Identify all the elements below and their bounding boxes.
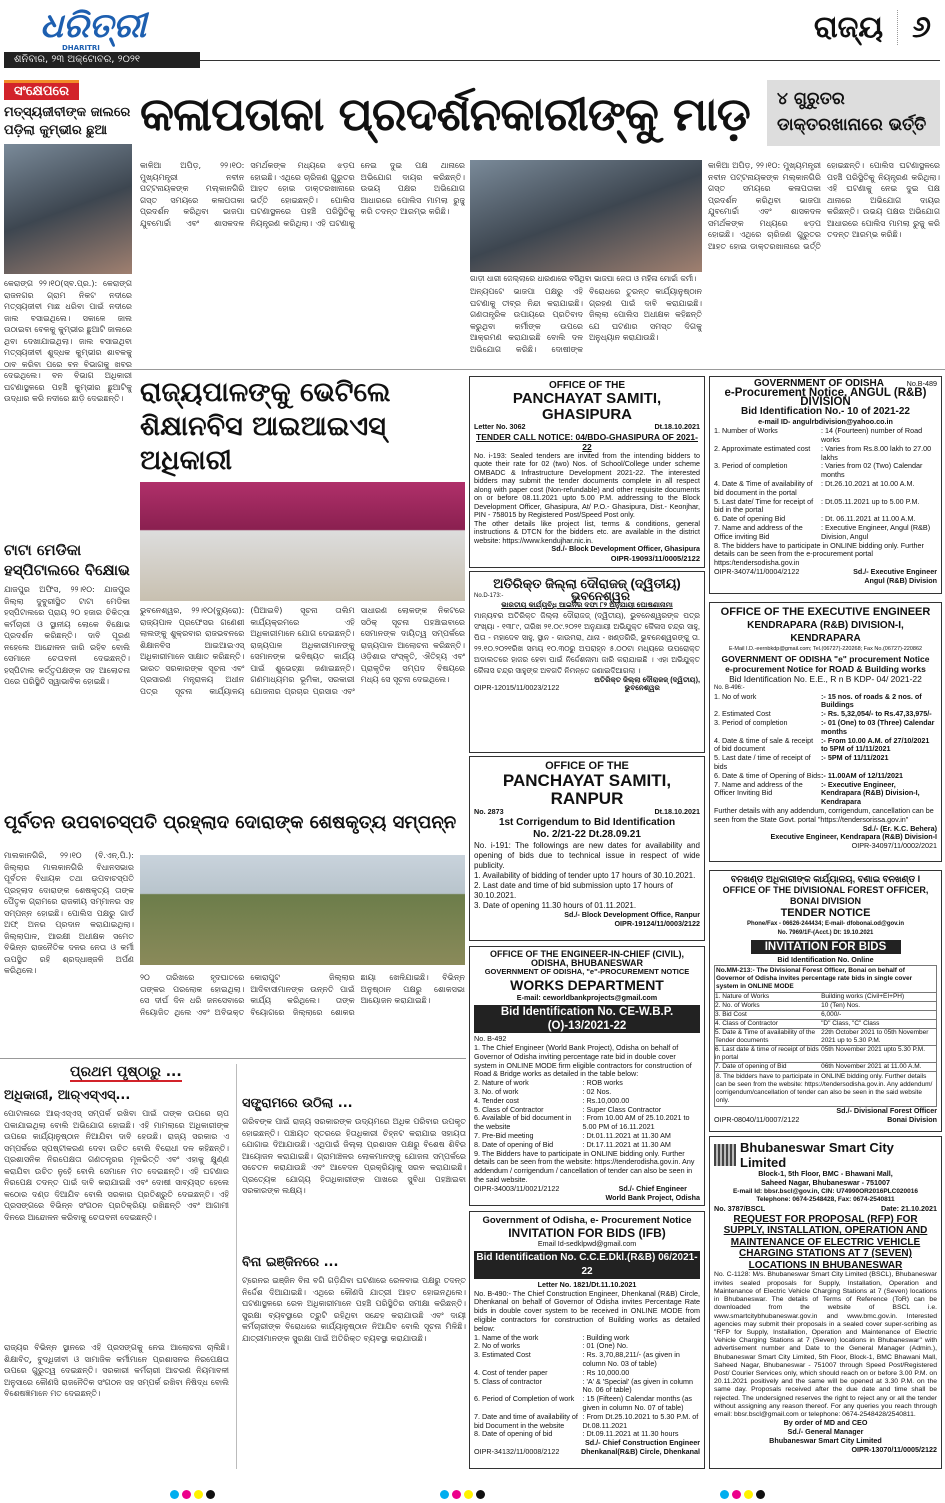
ad-oipr: OIPR-34074/11/0004/2122 xyxy=(714,566,800,576)
continued-sub-2b: ବିନା ଇଞ୍ଜିନରେ ... xyxy=(242,1255,339,1270)
ad-body: No.MM-213:- The Divisional Forest Officer, Bonai on behalf of Governor of Odisha invites percentage rate bids in single cover system in ONLINE MODE xyxy=(715,966,936,993)
row-value: : From Dt.25.10.2021 to 5.30 P.M. of Dt.08.11.2021 xyxy=(582,1411,699,1430)
ad-ranpur xyxy=(469,756,705,941)
row-value: Building works (Civil+EI+PH) xyxy=(821,993,905,1001)
row-label: 5. Class of contractor xyxy=(474,1376,542,1386)
row-label: 7. Date and time of availability of bid Document in the website xyxy=(474,1411,578,1430)
row-value: : Dt.26.10.2021 at 10.00 A.M. xyxy=(821,478,915,488)
row-label: 7. Pre-Bid meeting xyxy=(474,1130,534,1140)
brief-tag: ସଂକ୍ଷେପରେ xyxy=(4,80,79,100)
ad-email: e-mail ID- angulrbdivision@yahoo.co.in xyxy=(758,417,893,427)
ad-note: Further details with any addendum, corrigendum, cancellation can be seen from the State Govt. portal "https://tendersorissa.gov.in" xyxy=(714,805,934,824)
row-value: : Dt.05.11.2021 up to 5.00 P.M. xyxy=(821,496,920,506)
continued-body-2a: ଗରିବଙ୍କ ପାଇଁ ରାଜ୍ୟ ସରକାରଙ୍କ ଉଦ୍ୟମରେ ଅଧିକ ପରିବାର ଉପକୃତ ହୋଇଛନ୍ତି। ପଞ୍ଚାୟତ ସ୍ତରରେ ହିତାଧିକାରୀ ଚିହ୍ନଟ କରାଯାଇ ସହାୟତା ଯୋଗାଇ ଦିଆଯାଉଛି। ଏଥିପାଇଁ ଜିଲ୍ଲା ପ୍ରଶାସନ ପକ୍ଷରୁ ବିଶେଷ ଶିବିର ଆୟୋଜନ କରାଯାଇଛି। ଗ୍ରାମାଞ୍ଚଳର ଲୋକମାନଙ୍କୁ ଯୋଜନା ସମ୍ପର୍କରେ ସଚେତନ କରାଯାଉଛି ଏବଂ ଆବେଦନ ପ୍ରକ୍ରିୟାକୁ ସରଳ କରାଯାଇଛି। ପ୍ରତ୍ୟେକ ଯୋଗ୍ୟ ହିତାଧିକାରୀଙ୍କ ପାଖରେ ସୁବିଧା ପହଞ୍ଚାଇବା ସରକାରଙ୍କ ଲକ୍ଷ୍ୟ। xyxy=(242,1117,466,1195)
ad-subtitle: ଭାରତୀୟ କାର୍ଯ୍ୟବିଧି ଆଇନର ଦଫା ୮୨ ଅନୁଯାୟୀ ଘୋଷଣାନାମା xyxy=(501,599,673,609)
row-value: : ROB works xyxy=(582,1078,623,1088)
ad-title: Government of Odisha, e- Procurement Notice xyxy=(482,1215,692,1226)
section-header xyxy=(814,10,931,45)
ad-oipr: OIPR-08040/11/0007/2122 xyxy=(714,1115,800,1125)
page-number: ୬ xyxy=(897,10,931,45)
row-value: : Building work xyxy=(582,1332,630,1342)
ad-bid-id: Bid Identification No. Online xyxy=(777,954,874,964)
ad-signature: Sd./- Chief Engineer xyxy=(618,1183,687,1193)
row-value: 10 (Ten) Nos. xyxy=(821,1002,861,1010)
row-label: 6. Date & time of Opening of Bids xyxy=(714,770,821,780)
tata-body: ଯାଜପୁର ଅଫିସ, ୨୨।୧୦: ଯାଜପୁର ଜିଲ୍ଲା ଦୁବୁରୀସ୍ଥିତ ଟାଟା ମେଡିକା ହସ୍ପିଟାଲରେ ପ୍ରାୟ ୨୦ ହଜାର ଚିକିତ୍ସା କର୍ମଚାରୀ ଓ ସ୍ଥାନୀୟ ଲୋକେ ବିକ୍ଷୋଭ ପ୍ରଦର୍ଶନ କରିଛନ୍ତି। ଦାବି ପୂରଣ ନହେଲେ ଆନ୍ଦୋଳନ ଜାରି ରହିବ ବୋଲି ସେମାନେ ଚେତାବନୀ ଦେଇଛନ୍ତି। ହସ୍ପିଟାଲ କର୍ତ୍ତୃପକ୍ଷଙ୍କ ସହ ଆଲୋଚନା ପରେ ପରିସ୍ଥିତି ସ୍ୱାଭାବିକ ହୋଇଛି। xyxy=(4,585,130,686)
ad-date: Dt.18.10.2021 xyxy=(654,807,700,816)
ad-title: ଅତିରିକ୍ତ ଜିଲ୍ଲା ଦୌରାଜଜ୍ (ଦ୍ୱିତୀୟ) xyxy=(493,576,681,591)
ad-list-item: 1. Availability of bidding of tender upto 17 hours of 30.10.2021. xyxy=(474,870,696,880)
row-label: 8. Date of opening of bid xyxy=(474,1429,553,1439)
ad-signature: Angul (R&B) Division xyxy=(864,575,937,585)
ad-title: GOVERNMENT OF ODISHA, "e"-PROCUREMENT NOTICE xyxy=(484,966,690,976)
ad-title: TENDER NOTICE xyxy=(780,907,871,919)
ad-oipr: OIPR-34132/11/0008/2122 xyxy=(474,1446,560,1456)
row-label: 4. Tender cost xyxy=(474,1095,520,1105)
row-label: 3. Bid Cost xyxy=(715,1011,747,1019)
lead-body-3: କାଳିଆ ଅପିଡ଼, ୨୨।୧୦: ମୁଖ୍ୟମନ୍ତ୍ରୀ ନବୀନ ପଟ୍ଟନାୟକଙ୍କ ମଲ୍କାନଗିରି ଗସ୍ତ ସମୟରେ କଳାପତାକା ପ୍ରଦର୍ଶନ କରିଥିବା ଭାଜପା ଯୁବମୋର୍ଚ୍ଚା ଏବଂ ଶାସକଦଳ ସମର୍ଥକଙ୍କ ମଧ୍ୟରେ ଝଡ଼ପ ହୋଇଛି। ଏଥିରେ ଚାରିଜଣ ଗୁରୁତର ଆହତ ହୋଇ ଡାକ୍ତରଖାନାରେ ଭର୍ତ୍ତି ହୋଇଛନ୍ତି। ପୋଲିସ ଘଟଣାସ୍ଥଳରେ ପହଞ୍ଚି ପରିସ୍ଥିତିକୁ ନିୟନ୍ତ୍ରଣ କରିଥିଲା। ଏହି ଘଟଣାକୁ ନେଇ ଦୁଇ ପକ୍ଷ ଥାନାରେ ଅଭିଯୋଗ ଦାୟର କରିଛନ୍ତି। ଉଭୟ ପକ୍ଷର ଅଭିଯୋଗ ଆଧାରରେ ପୋଲିସ ମାମଲା ରୁଜୁ କରି ତଦନ୍ତ ଆରମ୍ଭ କରିଛି। xyxy=(708,161,940,251)
row-label: 1. Name of the work xyxy=(474,1332,539,1342)
governor-photo xyxy=(140,482,465,601)
ad-no: No. 2873 xyxy=(474,807,504,816)
ad-note: 8. The bidders have to participate in ONLINE bidding only. Further details can be seen from the website: https://tendersodisha.gov.in. Any addendum/ corrigendum/cancellation of tender can also be seen in the said website only. xyxy=(716,1073,933,1105)
lead-headline: କଳାପତାକା ପ୍ରଦର୍ଶନକାରୀଙ୍କୁ ମାଡ଼ xyxy=(140,87,750,141)
ad-table-row xyxy=(474,1351,700,1369)
row-label: 2. No of works xyxy=(474,1341,520,1351)
ad-title: OFFICE OF THE EXECUTIVE ENGINEER xyxy=(720,606,931,618)
row-value: : Dt.01.11.2021 at 11.30 AM xyxy=(582,1130,671,1140)
ad-title: OFFICE OF THE DIVISIONAL FOREST OFFICER, xyxy=(722,885,929,895)
ad-signature: Bhubaneswar Smart City Limited xyxy=(769,1435,882,1445)
ad-table-row xyxy=(715,1002,936,1011)
ad-table-row xyxy=(714,781,937,807)
ad-table-row xyxy=(714,498,937,516)
row-value: : Super Class Contractor xyxy=(582,1104,662,1114)
row-label: 1. Number of Works xyxy=(714,426,778,436)
ad-table-row xyxy=(715,1063,936,1072)
row-label: 2. No. of Works xyxy=(715,1002,760,1010)
ad-title: OFFICE OF THE xyxy=(545,760,629,772)
row-value: : From 10.00 AM of 25.10.2021 to 5.00 PM of 16.11.2021 xyxy=(582,1113,690,1132)
ad-body: 1. The Chief Engineer (World Bank Project), Odisha on behalf of Governor of Odisha inviting percentage rate bid in double cover system in ONLINE MODE firm eligible contractors for construction of Road & Bridge works as detailed in the table below: xyxy=(474,1042,692,1079)
ad-body: ମାନ୍ୟବର ଅତିରିକ୍ତ ଜିଲ୍ଲା ଦୌରାଜଜ୍ (ଦ୍ୱିତୀୟ), ଭୁବନେଶ୍ୱରଙ୍କ ପତ୍ର ସଂଖ୍ୟା - ୧୩୮୯, ତାରିଖ ୨୧.୦୯.୨୦୨୧ ଅନୁଯାୟୀ ଅଭିଯୁକ୍ତ କୈଳାସ ଚନ୍ଦ୍ର ସାହୁ, ପିତା - ମହାଦେବ ସାହୁ, ସ୍ଥାନ - କାଉମରା, ଥାନା - ଖଣ୍ଡଗିରି, ଭୁବନେଶ୍ୱରଙ୍କୁ ତା. ୨୨.୧୦.୨୦୨୧ରିଖ ସମୟ ୧୦.୩୦ରୁ ଅପରାହ୍ନ ୫.୦୦ଟା ମଧ୍ୟରେ ଉପରୋକ୍ତ ଅଦାଲତରେ ହାଜର ହେବା ପାଇଁ ନିର୍ଦ୍ଦେଶନାମା ଜାରି କରାଯାଇଛି । ଏହା ଅଭିଯୁକ୍ତ କୈଳାସ ଚନ୍ଦ୍ର ସାହୁଙ୍କ ଅବଗତି ନିମନ୍ତେ ଜଣାଇଦିଆଗଲା । xyxy=(474,610,700,675)
row-label: 6. Period of Completion of work xyxy=(474,1394,575,1404)
ad-title: Bhubaneswar Smart City Limited xyxy=(740,1140,894,1170)
continued-sub-1: ଅଧିକାରୀ, ଆର୍‌ଏସ୍‌ଏସ୍... xyxy=(4,1088,131,1103)
lead-sidebox: ୪ ଗୁରୁତର ଡାକ୍ତରଖାନାରେ ଭର୍ତ୍ତି xyxy=(767,80,940,146)
row-label: 4. Date & time of sale & receipt of bid document xyxy=(714,735,814,754)
ad-contact: E-Mail I.D.-eernbkdp@gmail.com; Tel.(06727)-220268; Fax No.(06727)-220862 xyxy=(728,646,923,652)
ad-signature: ଭୁବନେଶ୍ୱର xyxy=(624,683,660,693)
row-label: 5. Last date / time of receipt of bids xyxy=(714,753,811,771)
ad-signature: Dhenkanal(R&B) Circle, Dhenkanal xyxy=(580,1446,700,1456)
row-label: 6. Last date & time of receipt of bids in portal xyxy=(715,1046,819,1062)
continued-column-1 xyxy=(4,1088,229,1470)
ad-table-row xyxy=(714,693,937,711)
row-value: : 01 (One) No. xyxy=(582,1341,629,1351)
ad-email: E-mail: ceworldbankprojects@gmail.com xyxy=(516,993,658,1003)
divider xyxy=(0,369,945,370)
ad-angul xyxy=(709,376,942,594)
section-name: ରାଜ୍ୟ xyxy=(813,10,884,45)
row-label: 3. Period of completion xyxy=(714,717,788,727)
ad-oipr: OIPR-34003/11/0021/2122 xyxy=(474,1183,560,1193)
ad-title: OFFICE OF THE xyxy=(548,380,626,391)
row-label: 5. Class of Contractor xyxy=(474,1104,544,1114)
ad-table-row xyxy=(474,1114,700,1132)
ad-no: No.D-173:- xyxy=(474,593,504,599)
ad-table-row xyxy=(714,524,937,542)
row-label: 8. Date of opening of Bid xyxy=(474,1139,554,1149)
row-label: 4. Cost of tender paper xyxy=(474,1367,548,1377)
row-value: "D" Class, "C" Class xyxy=(821,1020,880,1028)
bscl-logo-icon xyxy=(714,1144,736,1166)
row-value: : Varies from Rs.8.00 lakh to 27.00 lakhs xyxy=(821,443,932,462)
ad-address: Saheed Nagar, Bhubaneswar - 751007 xyxy=(760,1177,891,1187)
ad-title: e-procurement Notice for ROAD & Building works xyxy=(725,663,926,674)
ad-date: Date: 21.10.2021 xyxy=(881,1204,937,1214)
continued-body-2b: ଟ୍ରେନର ଇଞ୍ଜିନ ବିନା ବଗି ଗଡ଼ିଯିବା ଘଟଣାରେ ରେଳବାଇ ପକ୍ଷରୁ ତଦନ୍ତ ନିର୍ଦ୍ଦେଶ ଦିଆଯାଇଛି। ଏଥିରେ କୌଣସି ଯାତ୍ରୀ ଆହତ ହୋଇନଥିଲେ। ଘଟଣାସ୍ଥଳରେ ରେଳ ଅଧିକାରୀମାନେ ପହଞ୍ଚି ପରିସ୍ଥିତିର ସମୀକ୍ଷା କରିଛନ୍ତି। ସୁରକ୍ଷା ବ୍ୟବସ୍ଥାରେ ତ୍ରୁଟି ରହିଥିବା ସନ୍ଦେହ କରାଯାଉଛି ଏବଂ ଦାୟୀ କର୍ମଚାରୀଙ୍କ ବିରୋଧରେ କାର୍ଯ୍ୟାନୁଷ୍ଠାନ ନିଆଯିବ ବୋଲି ସୂଚନା ମିଳିଛି। ଯାତ୍ରୀମାନଙ୍କ ସୁରକ୍ଷା ପାଇଁ ଅତିରିକ୍ତ ବ୍ୟବସ୍ଥା କରାଯାଉଛି। xyxy=(242,1276,466,1343)
ad-bid-id: Bid Identification No. C.C.E.Dkl.(R&B) 06/2021-22 xyxy=(474,1251,700,1279)
row-label: 3. No. of work xyxy=(474,1086,519,1096)
row-value: :- From 10.00 A.M. of 27/10/2021 to 5PM of 11/11/2021 xyxy=(821,735,930,754)
continued-body-1b: ରାଜ୍ୟର ବିଭିନ୍ନ ସ୍ଥାନରେ ଏହି ପ୍ରସଙ୍ଗକୁ ନେଇ ଆଲୋଚନା ଚାଲିଛି। ଶିକ୍ଷାବିତ୍, ବୁଦ୍ଧିଜୀବୀ ଓ ସାମାଜିକ କର୍ମୀମାନେ ପ୍ରଶାସନର ନିରପେକ୍ଷତା ଉପରେ ଗୁରୁତ୍ୱ ଦେଇଛନ୍ତି। ସରକାରୀ କର୍ମଚାରୀ ଆଚରଣ ନିୟମାବଳୀ ଅନୁସାରେ କୌଣସି ରାଜନୈତିକ ସଂଗଠନ ସହ ସମ୍ପର୍କ ରଖିବା ନିଷିଦ୍ଧ ବୋଲି ବିଶେଷଜ୍ଞମାନେ ମତ ଦେଇଛନ୍ତି। xyxy=(4,1343,229,1398)
divider xyxy=(0,1058,466,1059)
ad-bonai xyxy=(709,870,942,1132)
row-value: :- 15 nos. of roads & 2 nos. of Buildings xyxy=(821,691,922,710)
ad-oipr: OIPR-34097/11/0002/2021 xyxy=(851,841,937,851)
ad-table-row xyxy=(715,1020,936,1029)
ad-title: PANCHAYAT SAMITI, RANPUR xyxy=(502,771,672,808)
ad-table-row xyxy=(474,1378,700,1396)
ad-body: No. i-193: Sealed tenders are invited from the intending bidders to quote their rate for 02 (two) Nos. of School/College under scheme OMBADC & Infrastructure Development 2021-22. The interested bidders may submit the tender documents complete in all respect along with paper cost (Non-refundable) and other requisite documents on or before 08.11.2021 upto 5.00 P.M. addressing to the Block Development Officer, Ghasipura, At/ P.O.- Ghasipura, Dist.- Keonjhar, PIN - 758015 by Registered Post/Speed Post only. xyxy=(474,450,700,519)
lead-photo-column xyxy=(470,160,702,365)
ad-signature: By order of MD and CEO xyxy=(783,1418,868,1428)
row-value: :- 11.00AM of 12/11/2021 xyxy=(821,770,903,780)
row-value: : 'A' & 'Special' (as given in column No. 06 of table) xyxy=(582,1376,694,1395)
ad-email: E-mail Id: bbsr.bscl@gov.in, CIN: U74990OR2016PLC020016 xyxy=(732,1187,919,1195)
ad-no: No. B-496:- xyxy=(714,684,745,691)
ad-bid-id: Bid Identification No. CE-W.B.P. (O)-13/2021-22 xyxy=(474,1005,700,1033)
ad-title: ବନଖଣ୍ଡ ଅଧିକାରୀଙ୍କ କାର୍ଯ୍ୟାଳୟ, ବଣାଇ ବନଖଣ୍ଡ I xyxy=(730,874,921,884)
ad-signature: Sd./- General Manager xyxy=(787,1426,864,1436)
ad-no: No.B-489 xyxy=(906,379,937,388)
brief-column xyxy=(4,80,132,535)
lead-photo xyxy=(470,160,702,272)
ad-oipr: OIPR-19093/11/0005/2122 xyxy=(610,553,700,563)
ad-subtitle: No. 2/21-22 Dt.28.09.21 xyxy=(533,828,641,840)
ad-title: KENDRAPARA (R&B) DIVISION-I, KENDRAPARA xyxy=(747,620,904,644)
print-registration-marks xyxy=(440,1484,488,1503)
ad-address: Block-1, 5th Floor, BMC - Bhawani Mall, xyxy=(758,1169,893,1178)
ad-bid-banner: INVITATION FOR BIDS xyxy=(751,940,901,954)
row-value: :- 01 (One) to 03 (Three) Calendar months xyxy=(821,717,935,736)
ad-body: No. i-191: The followings are new dates for availability and opening of bids due to technical issue in respect of wide publicity. xyxy=(474,840,700,870)
row-label: 3. Estimated Cost xyxy=(474,1350,531,1360)
governor-column xyxy=(140,376,465,800)
ad-email: Email Id-sedklpwd@gmail.com xyxy=(537,1239,637,1248)
ad-title: e-Procurement Notice, ANGUL (R&B) DIVISION xyxy=(724,386,927,408)
row-value: 05th November 2021 upto 5.30 P.M. xyxy=(821,1046,926,1054)
ad-ghasipura xyxy=(469,376,705,568)
row-label: 1. No of work xyxy=(714,691,757,701)
row-value: 6,000/- xyxy=(821,1011,842,1019)
ad-phone: Telephone: 0674-2548428, Fax: 0674-2540811 xyxy=(756,1196,895,1204)
row-label: 2. Approximate estimated cost xyxy=(714,443,811,453)
ad-kendrapara xyxy=(709,602,942,862)
ad-table-row xyxy=(474,1413,700,1431)
row-label: 5. Date & Time of availability of the Tender documents xyxy=(715,1029,816,1045)
former-body-2: ୨୦ ତାରିଖରେ ହୃଦଘାତରେ ତାଙ୍କର ପରଲୋକ ହୋଇଥିଲା। ସେ ଦୀର୍ଘ ଦିନ ଧରି ଜନସେବାରେ ନିୟୋଜିତ ଥିଲେ ଏବଂ ଅବିଭକ୍ତ କୋରାପୁଟ ଜିଲ୍ଲାର ଆଦିବାସୀମାନଙ୍କ ଉନ୍ନତି ପାଇଁ କାର୍ଯ୍ୟ କରିଥିଲେ। ତାଙ୍କ ବିୟୋଗରେ ଜିଲ୍ଲାରେ ଶୋକର ଛାୟା ଖେଳିଯାଇଛି। ବିଭିନ୍ନ ଅନୁଷ୍ଠାନ ପକ୍ଷରୁ ଶୋକସଭା ଆୟୋଜନ କରାଯାଇଛି। xyxy=(140,973,465,1017)
ad-signature: Sd./- Executive Engineer xyxy=(853,566,937,576)
ad-signature: Sd./- Block Development Officer, Ghasipura xyxy=(551,544,700,553)
continued-tag: ପ୍ରଥମ ପୃଷ୍ଠାରୁ ... xyxy=(70,1064,182,1080)
row-value: : Dt. 06.11.2021 at 11.00 A.M. xyxy=(821,514,916,524)
ad-signature: Sd./- Divisional Forest Officer xyxy=(836,1106,937,1116)
ad-dhenkanal xyxy=(469,1211,705,1469)
ad-title: GOVERNMENT OF ODISHA "e" procurement Notice xyxy=(721,653,930,664)
lead-caption: ଗାଡ଼ୀ ଧାରୀ ଜେଲ୍ଲାରେ ଧାରଣାରେ ବସିଥିବା ଭାଜପା ନେତା ଓ ମହିଳା ମୋର୍ଚ୍ଚା କର୍ମୀ। xyxy=(470,274,697,283)
logo: ଧରିତ୍ରୀ xyxy=(40,6,147,46)
row-value: : Dt.09.11.2021 at 11.30 hours xyxy=(582,1429,679,1439)
ad-subtitle: REQUEST FOR PROPOSAL (RFP) FOR SUPPLY, INSTALLATION, OPERATION AND MAINTENANCE OF ELECTRIC VEHICLE CHARGING STATIONS AT 7 (SEVEN) LOCATIONS IN BHUBANESWAR xyxy=(723,1213,928,1271)
ad-table-row xyxy=(715,1029,936,1046)
logo-latin: DHARITRI xyxy=(62,44,100,52)
ad-table-row xyxy=(715,1011,936,1020)
ad-title: PANCHAYAT SAMITI, GHASIPURA xyxy=(512,390,662,423)
ad-table-row xyxy=(715,1046,936,1063)
ad-oipr: OIPR-19124/11/0003/2122 xyxy=(614,918,700,928)
brief-photo xyxy=(4,144,132,274)
ad-note: 9. The Bidders have to participate in ONLINE bidding only. Further details can be seen from the website: https://tenderodisha.gov.in. Any addendum / corrigendum / cancellation of tender can also be seen in the said website. xyxy=(474,1148,695,1184)
ad-contact: Phone/Fax - 06626-244434; E-mail- dfobonai.od@gov.in xyxy=(746,921,905,927)
row-label: 4. Class of Contractor xyxy=(715,1020,778,1028)
governor-body: ଭୁବନେଶ୍ୱର, ୨୨।୧୦(ବ୍ୟୁରୋ): ରାଜ୍ୟପାଳ ପ୍ରଫେସର ଗଣେଶୀ ଲାଲଙ୍କୁ ଶୁକ୍ରବାର ରାଜଭବନରେ ଶିକ୍ଷାନବିସ ଆଇଆଇଏସ୍ ଅଧିକାରୀମାନେ ସାକ୍ଷାତ କରିଛନ୍ତି। ଭାରତ ସରକାରଙ୍କ ସୂଚନା ଏବଂ ପ୍ରସାରଣ ମନ୍ତ୍ରାଳୟ ଅଧୀନ ପତ୍ର ସୂଚନା କାର୍ଯ୍ୟାଳୟ (ପିଆଇବି) ସୂଚନା ତାଲିମ କାର୍ଯ୍ୟକ୍ରମରେ ଏହି ଅଧିକାରୀମାନେ ଯୋଗ ଦେଇଛନ୍ତି। ରାଜ୍ୟପାଳ ଅଧିକାରୀମାନଙ୍କୁ ସେମାନଙ୍କ ଭବିଷ୍ୟତ କାର୍ଯ୍ୟ ପାଇଁ ଶୁଭେଚ୍ଛା ଜଣାଇଛନ୍ତି। ଗଣମାଧ୍ୟମର ଭୂମିକା, ସରକାରୀ ଯୋଜନାର ପ୍ରଚାର ପ୍ରସାର ଏବଂ ସାଧାରଣ ଲୋକଙ୍କ ନିକଟରେ ସଠିକ୍ ସୂଚନା ପହଞ୍ଚାଇବାରେ ସେମାନଙ୍କ ଦାୟିତ୍ୱ ସମ୍ପର୍କରେ ରାଜ୍ୟପାଳ ଆଲୋଚନା କରିଛନ୍ତି। ଓଡ଼ିଶାର ସଂସ୍କୃତି, ଐତିହ୍ୟ ଏବଂ ପ୍ରାକୃତିକ ସମ୍ପଦ ବିଷୟରେ ମଧ୍ୟ ସେ ସୂଚନା ଦେଇଥିଲେ। xyxy=(140,606,465,696)
ad-no: No. B-492 xyxy=(474,1034,507,1044)
ad-subtitle: 1st Corrigendum to Bid Identification xyxy=(498,816,676,828)
row-value: : Rs 10,000.00 xyxy=(582,1367,630,1377)
ad-table-row xyxy=(715,993,936,1002)
ad-table-row xyxy=(714,754,937,772)
ad-bid-id: Bid Identification No.- 10 of 2021-22 xyxy=(741,406,910,418)
ad-date: Dt.18.10.2021 xyxy=(654,422,700,431)
ad-title: BONAI DIVISION xyxy=(789,896,861,906)
row-label: 6. Available of bid document in the website xyxy=(474,1113,572,1132)
ad-table-row xyxy=(714,445,937,463)
ad-body: The other details like project list, terms & conditions, general instructions & DTCN for the bidders etc. are available in the district website: https://www.kendujhar.nic.in. xyxy=(474,518,700,545)
continued-column-2 xyxy=(242,1096,466,1470)
governor-headline: ରାଜ୍ୟପାଳଙ୍କୁ ଭେଟିଲେ ଶିକ୍ଷାନବିସ ଆଇଆଇଏସ୍ ଅଧିକାରୀ xyxy=(140,377,391,476)
ad-no: No. 7969/1F-(Acct.) Dt: 19.10.2021 xyxy=(777,929,874,936)
print-registration-marks xyxy=(170,1484,218,1503)
ad-signature: World Bank Project, Odisha xyxy=(605,1192,700,1202)
ad-title: OFFICE OF THE ENGINEER-IN-CHIEF (CIVIL), xyxy=(490,949,684,959)
row-value: : 15 (Fifteen) Calendar months (as given in column No. 07 of table) xyxy=(582,1394,692,1412)
brief-headline: ମତ୍ସ୍ୟଜୀବୀଙ୍କ ଜାଲରେ ପଡ଼ିଲା କୁମ୍ଭୀର ଛୁଆ xyxy=(4,105,131,138)
row-label: 6. Date of opening Bid xyxy=(714,514,786,524)
former-headline: ପୂର୍ବତନ ଉପବାଚସ୍ପତି ପ୍ରହ୍ଲାଦ ଦୋରାଙ୍କ ଶେଷକୃତ୍ୟ ସମ୍ପନ୍ନ xyxy=(4,812,457,833)
row-value: : Varies from 02 (Two) Calendar months xyxy=(821,461,923,480)
tata-column xyxy=(4,540,130,800)
row-label: 2. Nature of work xyxy=(474,1078,529,1088)
row-value: 06th November 2021 at 11.00 A.M. xyxy=(821,1063,922,1071)
lead-body-2: ଅନ୍ୟପଟେ ଭାଜପା ପକ୍ଷରୁ ଏହି ଘଟଣାକୁ ତୀବ୍ର ନିନ୍ଦା କରାଯାଇଛି। ଗଣତାନ୍ତ୍ରିକ ଉପାୟରେ ପ୍ରତିବାଦ କରୁଥିବା କର୍ମୀଙ୍କ ଉପରେ ଆକ୍ରମଣ କରାଯାଇଛି ବୋଲି ଦଳ ଅଭିଯୋଗ କରିଛି। ଦୋଷୀଙ୍କ ବିରୋଧରେ ତୁରନ୍ତ କାର୍ଯ୍ୟାନୁଷ୍ଠାନ ଗ୍ରହଣ ପାଇଁ ଦାବି କରାଯାଇଛି। ଜିଲ୍ଲା ପୋଲିସ ଅଧୀକ୍ଷକ କହିଛନ୍ତି ଯେ ଘଟଣାର ସମସ୍ତ ଦିଗକୁ ଅନୁଧ୍ୟାନ କରାଯାଉଛି। xyxy=(470,287,702,354)
row-value: : Rs.10,000.00 xyxy=(582,1095,630,1105)
masthead-rule xyxy=(200,60,940,61)
ad-oipr: OIPR-13070/11/0005/2122 xyxy=(851,1444,937,1454)
ad-body: No. B-490:- The Chief Construction Engineer, Dhenkanal (R&B) Circle, Dhenkanal on behalf of Governor of Odisha invites Percentage Rate bids in double cover system to be received in ONLINE MODE from eligible contractors for construction of Building works as detailed below: xyxy=(474,1288,700,1333)
row-value: : Executive Engineer, Angul (R&B) Division, Angul xyxy=(821,522,931,541)
ad-table-row xyxy=(714,427,937,445)
ad-title: GOVERNMENT OF ODISHA xyxy=(754,378,885,389)
row-label: 5. Last date/ Time for receipt of bid in the portal xyxy=(714,496,814,515)
ad-body: No. C-1128: M/s. Bhubaneswar Smart City Limited (BSCL), Bhubaneswar invites sealed proposals for Supply, Installation, Operation and Maintenance of Electric Vehicle Charging Stations at 7 (Seven) locations in Bhubaneswar. The details of Terms of Reference (ToR) can be downloaded from the website of BSCL i.e. www.smartcitybhubaneswar.gov.in and www.bmc.gov.in. Interested agencies may submit their proposals in a sealed cover super-scribing as "RFP for Supply, Installation, Operation and Maintenance of Electric Vehicle Charging Stations at 7 (Seven) locations in Bhubaneswar" with advertisement number and Date to the General Manager (Admin.), Bhubaneswar Smart City Limited, 5th Floor, Block-1, BMC Bhawani Mall, Saheed Nagar, Bhubaneswar - 751007 through Speed Post/Registered Post/ Courier Services only, which should reach on or before 3.00 P.M. on 20.11.2021 positively and the same will be opened at 3.30 P.M. on the same day. Proposals received after the due date and time shall be rejected. The undersigned reserves the right to reject any or all the tender without assigning any reason thereof. For any queries you reach through email: bbsr.bscl@gmail.com or telephone: 0674-2548428/2540811. xyxy=(714,1271,937,1418)
brief-body: କେରାଙ୍ଗ ୨୨।୧୦(ସ୍ବ.ପ୍ର.): କେରାଙ୍ଗ ରାଜନଗର ଗ୍ରାମ ନିକଟ ନଦୀରେ ମତ୍ସ୍ୟଜୀବୀ ମାଛ ଧରିବା ପାଇଁ ନଦୀରେ ଜାଲ ବସାଇଥିଲେ। ସକାଳେ ଜାଲ ଉଠାଇବା ବେଳକୁ କୁମ୍ଭୀର ଛୁଆଟି ଜାଲରେ ଥିବା ଦେଖାଯାଇଥିଲା। ଜାଲ ବସାଇଥିବା ମତ୍ସ୍ୟଜୀବୀ ଶୁଦ୍ଧକ କୁମ୍ଭୀର ଶାବକକୁ ଠାବ କରିବା ପରେ ବନ ବିଭାଗକୁ ଖବର ଦେଇଥିଲେ। ବନ ବିଭାଗ ଅଧିକାରୀ ଘଟଣାସ୍ଥଳରେ ପହଞ୍ଚି କୁମ୍ଭୀର ଛୁଆଟିକୁ ଉଦ୍ଧାର କରି ନଦୀରେ ଛାଡ଼ି ଦେଇଛନ୍ତି। xyxy=(4,279,132,403)
lead-body-1: କାଳିଆ ଅପିଡ଼, ୨୨।୧୦: ମୁଖ୍ୟମନ୍ତ୍ରୀ ନବୀନ ପଟ୍ଟନାୟକଙ୍କ ମଲ୍କାନଗିରି ଗସ୍ତ ସମୟରେ କଳାପତାକା ପ୍ରଦର୍ଶନ କରିଥିବା ଭାଜପା ଯୁବମୋର୍ଚ୍ଚା ଏବଂ ଶାସକଦଳ ସମର୍ଥକଙ୍କ ମଧ୍ୟରେ ଝଡ଼ପ ହୋଇଛି। ଏଥିରେ ଚାରିଜଣ ଗୁରୁତର ଆହତ ହୋଇ ଡାକ୍ତରଖାନାରେ ଭର୍ତ୍ତି ହୋଇଛନ୍ତି। ପୋଲିସ ଘଟଣାସ୍ଥଳରେ ପହଞ୍ଚି ପରିସ୍ଥିତିକୁ ନିୟନ୍ତ୍ରଣ କରିଥିଲା। ଏହି ଘଟଣାକୁ ନେଇ ଦୁଇ ପକ୍ଷ ଥାନାରେ ଅଭିଯୋଗ ଦାୟର କରିଛନ୍ତି। ଉଭୟ ପକ୍ଷର ଅଭିଯୋଗ ଆଧାରରେ ପୋଲିସ ମାମଲା ରୁଜୁ କରି ତଦନ୍ତ ଆରମ୍ଭ କରିଛି। xyxy=(140,161,465,228)
row-value: :- Executive Engineer, Kendrapara (R&B) Division-I, Kendrapara xyxy=(821,779,920,807)
ad-title: ଭୁବନେଶ୍ୱର xyxy=(571,589,630,603)
print-registration-marks xyxy=(720,1484,768,1503)
row-label: 7. Date of opening of Bid xyxy=(715,1063,787,1071)
row-label: 7. Name and address of the Office inviting Bid xyxy=(714,522,803,541)
ad-signature: Sd./- (Er. K.C. Behera) xyxy=(862,823,937,833)
row-value: : 14 (Fourteen) number of Road works xyxy=(821,426,923,444)
row-label: 1. Nature of Works xyxy=(715,993,770,1001)
issue-date: ଶନିବାର, ୨୩ ଅକ୍ଟୋବର, ୨୦୨୧ xyxy=(4,52,200,68)
row-value: : Rs. 3,70,88,211/- (as given in column No. 03 of table) xyxy=(582,1350,680,1368)
ad-letter-no: Letter No. 1821/Dt.11.10.2021 xyxy=(537,1279,637,1289)
ad-no: No. 3787/BSCL xyxy=(714,1204,766,1214)
ad-list-item: 3. Date of opening 11.30 hours of 01.11.2021. xyxy=(474,900,637,910)
ad-signature: Bonai Division xyxy=(887,1115,937,1125)
ad-title: INVITATION FOR BIDS (IFB) xyxy=(508,1226,666,1240)
ad-table-row xyxy=(714,737,937,755)
ad-title: WORKS DEPARTMENT xyxy=(510,977,664,994)
row-label: 7. Name and address of the Officer Inviting Bid xyxy=(714,779,803,798)
ad-signature: Sd./- Chief Construction Engineer xyxy=(584,1438,700,1448)
ad-oipr: OIPR-12015/11/0023/2122 xyxy=(474,683,560,693)
former-body-1: ମାଲକାନଗିରି, ୨୨।୧୦ (ବି.ଏନ୍.ପି.): ଜିଲ୍ଲାର ମାଲକାନଗିରି ବିଧାନସଭାର ପୂର୍ବତନ ବିଧାୟକ ତଥା ଉପବାଚସ୍ପତି ପ୍ରହ୍ଲାଦ ଦୋରାଙ୍କ ଶେଷକୃତ୍ୟ ତାଙ୍କ ପୈତୃକ ଗ୍ରାମରେ ରାଜକୀୟ ସମ୍ମାନର ସହ ସମ୍ପନ୍ନ ହୋଇଛି। ପୋଲିସ ପକ୍ଷରୁ ଗାର୍ଡ ଅଫ୍ ଅନର ପ୍ରଦାନ କରାଯାଇଥିଲା। ଜିଲ୍ଲାପାଳ, ଆରକ୍ଷୀ ଅଧୀକ୍ଷକ ସମେତ ବିଭିନ୍ନ ରାଜନୈତିକ ଦଳର ନେତା ଓ କର୍ମୀ ଉପସ୍ଥିତ ରହି ଶ୍ରଦ୍ଧାଞ୍ଜଳି ଅର୍ପଣ କରିଥିଲେ। xyxy=(4,851,134,975)
ad-list-item: 2. Last date and time of bid submission upto 17 hours of 30.10.2021. xyxy=(474,880,673,900)
row-label: 3. Period of completion xyxy=(714,461,788,471)
ad-notice-title: TENDER CALL NOTICE: 04/BDO-GHASIPURA OF 2021-22 xyxy=(476,431,698,452)
ad-table-row xyxy=(714,719,937,737)
ad-signature: ଅତିରିକ୍ତ ଜିଲ୍ଲା ଦୌରାଜଜ୍ (ଦ୍ୱିତୀୟ), xyxy=(594,674,700,684)
row-value: :- Rs. 5,32,054/- to Rs.47,33,975/- xyxy=(821,709,932,719)
continued-sub-2a: ସଙ୍ଗ୍ରାମରେ ଉଠିଲା ... xyxy=(242,1096,353,1111)
ad-title: ODISHA, BHUBANESWAR xyxy=(530,957,643,968)
row-value: : 02 Nos. xyxy=(582,1086,612,1096)
row-label: 2. Estimated Cost xyxy=(714,709,771,719)
row-label: 4. Date & Time of availability of bid document in the portal xyxy=(714,478,813,497)
ad-engineer-in-chief xyxy=(469,946,705,1206)
ad-table-row xyxy=(714,462,937,480)
row-value: :- 5PM of 11/11/2021 xyxy=(821,753,889,763)
ad-note: 8. The bidders have to participate in ONLINE bidding only. Further details can be seen from the e-procurement portal https:/tendersodisha.gov.in xyxy=(714,540,924,568)
ad-court-notice xyxy=(469,571,705,753)
ad-signature: Executive Engineer, Kendrapara (R&B) Division-I xyxy=(770,832,937,842)
continued-body-1: ପୋଟାଳାରେ ଆର୍‌ଏସ୍‌ଏସ୍ ସମ୍ପର୍କ ରଖିବା ପାଇଁ ତାଙ୍କ ଉପରେ ଚାପ ପକାଯାଇଥିଲା ବୋଲି ଅଭିଯୋଗ ହୋଇଛି। ଏହି ମାମଲାରେ ଅଧିକାରୀଙ୍କ ଉପରେ କାର୍ଯ୍ୟାନୁଷ୍ଠାନ ନିଆଯିବା ଦାବି ହେଉଛି। ରାଜ୍ୟ ସରକାର ଏ ସମ୍ପର୍କରେ ସ୍ପଷ୍ଟୀକରଣ ଦେବା ଉଚିତ ବୋଲି ବିରୋଧୀ ଦଳ କହିଛନ୍ତି। ପ୍ରଶାସନିକ ନିରପେକ୍ଷତା ଗଣତନ୍ତ୍ରର ମୂଳଭିତ୍ତି ଏବଂ ଏହାକୁ କ୍ଷୁଣ୍ଣ କରାଯିବା ଉଚିତ ନୁହେଁ ବୋଲି ସେମାନେ ମତ ଦେଇଛନ୍ତି। ଏହି ଘଟଣାର ନିରପେକ୍ଷ ତଦନ୍ତ ପାଇଁ ଦାବି କରାଯାଇଛି ଏବଂ ଦୋଷୀ ସାବ୍ୟସ୍ତ ହେଲେ କଠୋର ଦଣ୍ଡ ଦିଆଯିବ ବୋଲି ସରକାର ପ୍ରତିଶ୍ରୁତି ଦେଇଛନ୍ତି। ଏହି ପ୍ରସଙ୍ଗରେ ବିଭିନ୍ନ ସଂଗଠନ ପ୍ରତିକ୍ରିୟା ରଖିଛନ୍ତି ଏବଂ ଆଗାମୀ ଦିନରେ ଆନ୍ଦୋଳନ କରିବାକୁ ଚେତାବନୀ ଦେଇଛନ୍ତି। xyxy=(4,1109,229,1222)
ad-letter-no: Letter No. 3062 xyxy=(474,422,526,431)
row-value: : Dt.17.11.2021 at 11.30 AM xyxy=(582,1139,671,1149)
ad-table-row xyxy=(474,1395,700,1413)
ad-table-row xyxy=(714,480,937,498)
row-value: 22th October 2021 to 05th November 2021 up to 5.30 P.M. xyxy=(821,1029,929,1045)
ad-signature: Sd./- Block Development Office, Ranpur xyxy=(564,909,700,919)
former-photo xyxy=(140,855,465,965)
tata-headline: ଟାଟା ମେଡିକା ହସ୍ପିଟାଲରେ ବିକ୍ଷୋଭ xyxy=(4,541,130,579)
column-rule xyxy=(236,1064,237,1469)
ad-bscl xyxy=(709,1136,942,1469)
ad-bid-id: Bid Identification No. E.E., R n B KDP- 04/ 2021-22 xyxy=(729,673,922,684)
